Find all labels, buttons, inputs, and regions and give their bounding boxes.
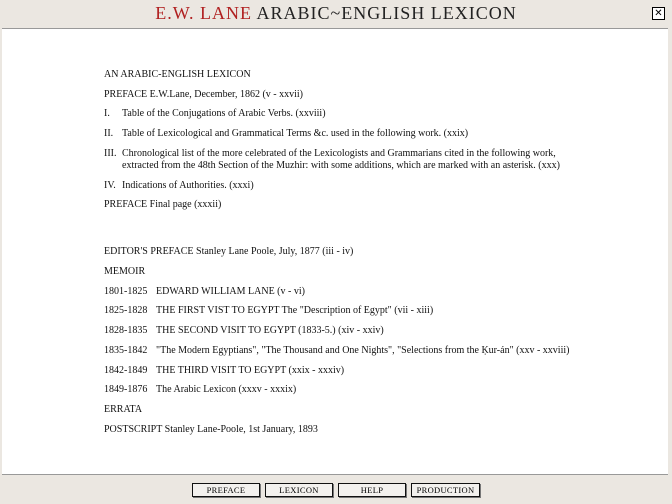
errata-link[interactable]: ERRATA <box>104 404 143 415</box>
preface-final-link[interactable]: PREFACE Final page (xxxii) <box>104 199 222 210</box>
period-years: 1828-1835 <box>104 325 148 336</box>
memoir-period[interactable] <box>104 365 344 377</box>
doc-heading[interactable]: AN ARABIC-ENGLISH LEXICON <box>104 69 251 80</box>
close-icon: ✕ <box>654 8 663 19</box>
help-button[interactable]: HELP <box>338 483 406 497</box>
period-years: 1801-1825 <box>104 286 148 297</box>
item-text[interactable]: Table of the Conjugations of Arabic Verbs. (xxviii) <box>122 108 326 119</box>
memoir-period[interactable] <box>104 286 305 298</box>
period-text: "The Modern Egyptians", "The Thousand and One Nights", "Selections from the Ḳur-án" (xxv - xxviii) <box>156 345 570 356</box>
list-item[interactable] <box>104 148 117 160</box>
period-years: 1849-1876 <box>104 384 148 395</box>
close-button[interactable] <box>652 7 665 20</box>
memoir-heading[interactable]: MEMOIR <box>104 266 146 277</box>
item-number: III. <box>104 148 117 159</box>
item-number: II. <box>104 128 114 139</box>
period-text: THE FIRST VIST TO EGYPT The "Description of Egypt" (vii - xiii) <box>156 305 434 316</box>
preface-button[interactable]: PREFACE <box>192 483 260 497</box>
memoir-period[interactable] <box>104 305 433 317</box>
memoir-period[interactable] <box>104 345 569 357</box>
item-number: IV. <box>104 180 116 191</box>
editors-preface-link[interactable]: EDITOR'S PREFACE Stanley Lane Poole, July, 1877 (iii - iv) <box>104 246 354 257</box>
list-item[interactable] <box>104 108 110 120</box>
period-text: The Arabic Lexicon (xxxv - xxxix) <box>156 384 297 395</box>
memoir-period[interactable] <box>104 325 384 337</box>
item-text[interactable]: Indications of Authorities. (xxxi) <box>122 180 254 191</box>
lexicon-button[interactable]: LEXICON <box>265 483 333 497</box>
list-item[interactable] <box>104 180 116 192</box>
content-panel <box>2 28 668 475</box>
preface-link[interactable]: PREFACE E.W.Lane, December, 1862 (v - xxvii) <box>104 89 304 100</box>
period-text: EDWARD WILLIAM LANE (v - vi) <box>156 286 305 297</box>
period-text: THE SECOND VISIT TO EGYPT (1833-5.) (xiv - xxiv) <box>156 325 384 336</box>
item-text[interactable]: Chronological list of the more celebrated of the Lexicologists and Grammarians cited in the following work, <box>122 148 556 159</box>
postscript-link[interactable]: POSTSCRIPT Stanley Lane-Poole, 1st January, 1893 <box>104 424 318 435</box>
list-item[interactable] <box>104 128 113 140</box>
item-text-continued[interactable]: extracted from the 48th Section of the Muzhir: with some additions, which are marked with an asterisk. (xxx) <box>122 160 560 171</box>
period-text: THE THIRD VISIT TO EGYPT (xxix - xxxiv) <box>156 365 345 376</box>
period-years: 1825-1828 <box>104 305 148 316</box>
title-author: E.W. LANE <box>155 3 253 23</box>
footer-nav <box>0 480 672 502</box>
production-button[interactable]: PRODUCTION <box>411 483 480 497</box>
item-number: I. <box>104 108 110 119</box>
period-years: 1842-1849 <box>104 365 148 376</box>
title-bar <box>0 0 672 26</box>
item-text[interactable]: Table of Lexicological and Grammatical Terms &c. used in the following work. (xxix) <box>122 128 469 139</box>
title-work: ARABIC~ENGLISH LEXICON <box>256 3 517 23</box>
period-years: 1835-1842 <box>104 345 148 356</box>
memoir-period[interactable] <box>104 384 296 396</box>
